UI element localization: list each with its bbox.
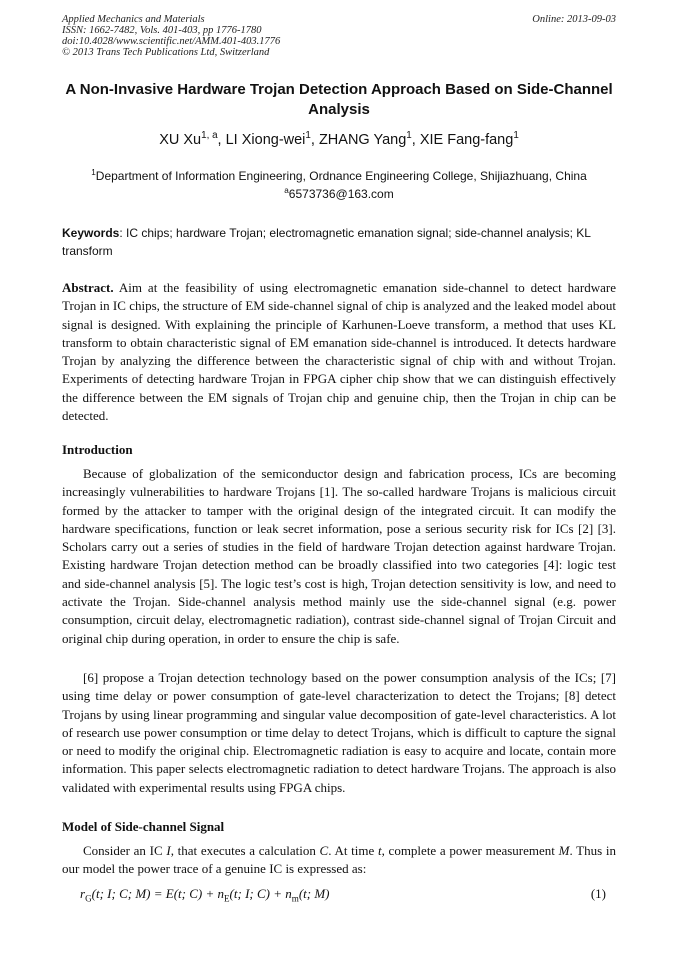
author-affil-mark: 1 — [513, 130, 519, 142]
eq-args-1: (t; I; C; M) = E(t; C) + n — [91, 886, 224, 901]
keywords-block — [62, 224, 616, 260]
model-paragraph — [62, 842, 616, 879]
author-name: XIE Fang-fang — [419, 132, 514, 148]
eq-sub-e: E — [223, 893, 230, 904]
author-list: XU Xu$^{1, a}$, LI Xiong-wei$^1$, ZHANG Yang$^1$, XIE Fang-fang$^1$ — [159, 130, 519, 148]
equation-number: (1) — [590, 886, 606, 901]
issn-line: ISSN: 1662-7482, Vols. 401-403, pp 1776-1780 — [62, 25, 262, 36]
copyright-line: © 2013 Trans Tech Publications Ltd, Switzerland — [62, 47, 270, 58]
model-var-i: I — [166, 843, 171, 858]
model-text: , that executes a calculation — [170, 843, 320, 858]
author-affil-mark: 1, a — [201, 130, 218, 142]
eq-symbol-r: r — [80, 886, 86, 901]
eq-args-2: (t; I; C) + n — [229, 886, 292, 901]
doi-line: doi:10.4028/www.scientific.net/AMM.401-403.1776 — [62, 36, 281, 47]
intro-paragraph-1: Because of globalization of the semiconductor design and fabrication process, ICs are becoming increasingly vulnerabilities to hardware Trojans [1]. The so-called hardware Trojans is malicious circuit formed by the attacker to tamper with the original design of the integrated circuit. It can modify the hardware specifications, function or leak secret information, pose a serious security risk for ICs [2] [3]. Scholars carry out a series of studies in the field of hardware Trojan detection against hardware Trojan. Existing hardware Trojan detection method can be broadly classified into two categories [4]: logic test and side-channel analysis [5]. The logic test’s cost is high, Trojan detection sensitivity is low, and need to activate the Trojan. Side-channel analysis method mainly use the side-channel signal (e.g. power consumption, circuit delay, electromagnetic radiation), contrast side-channel signal of Trojan Circuit and original chip during operation, in order to ensure the chip is safe. — [62, 466, 616, 646]
keywords-label: Keywords — [62, 226, 120, 240]
author-affil-mark: 1 — [406, 130, 412, 142]
model-text: . At time — [328, 843, 378, 858]
email-mark: a — [284, 186, 289, 195]
paper-title: A Non-Invasive Hardware Trojan Detection Approach Based on Side-Channel Analysis — [65, 81, 613, 118]
online-date: Online: 2013-09-03 — [532, 14, 616, 25]
author-name: ZHANG Yang — [318, 132, 407, 148]
abstract-block — [62, 279, 616, 425]
email-line — [62, 185, 616, 203]
model-var-t: t — [377, 843, 382, 858]
model-var-m: M — [558, 843, 570, 858]
author-affil-mark: 1 — [305, 130, 311, 142]
affiliation-text: Department of Information Engineering, Ordnance Engineering College, Shijiazhuang, China — [95, 169, 587, 183]
section-heading-model: Model of Side-channel Signal — [62, 819, 225, 834]
model-text: Consider an IC — [83, 843, 167, 858]
author-name: LI Xiong-wei — [225, 132, 306, 148]
affiliation-block — [62, 167, 616, 203]
model-text: . Thus in our model the power trace of a genuine IC is expressed as: — [62, 843, 616, 877]
author-name: XU Xu — [159, 132, 202, 148]
eq-sub-g: G — [85, 893, 92, 904]
eq-args-3: (t; M) — [298, 886, 330, 901]
email-text: 6573736@163.com — [288, 187, 394, 201]
abstract-label: Abstract. — [62, 280, 114, 295]
model-text: , complete a power measurement — [381, 843, 559, 858]
affiliation-line — [62, 167, 616, 185]
abstract-text: Aim at the feasibility of using electromagnetic emanation side-channel to detect hardware Trojan in IC chips, the structure of EM side-channel signal of chip is analyzed and the leaked model about signal is designed. With explaining the principle of Karhunen-Loeve transform, a method that uses KL transform to obtain characteristic signal of EM emanation side-channel is introduced. It detects hardware Trojan by analyzing the difference between the characteristic signal of chip with and without Trojan. Experiments of detecting hardware Trojan in FPGA cipher chip show that we can distinguish effectively the difference between the EM signals of Trojan chip and genuine chip, then the Trojan in chip can be detected. — [62, 280, 616, 424]
journal-header — [62, 14, 616, 58]
journal-name: Applied Mechanics and Materials — [62, 14, 205, 25]
equation-1 — [80, 885, 616, 903]
affiliation-mark: 1 — [91, 168, 96, 177]
intro-paragraph-2: [6] propose a Trojan detection technology based on the power consumption analysis of the ICs; [7] using time delay or power consumption of gate-level characterization to detect the Trojans; [8] detect Trojans by using linear programming and singular value decomposition of gate-level characteristics. A lot of research use power consumption or time delay to detect Trojans, which is difficult to capture the signal or need to modify the original chip. Electromagnetic radiation is easy to acquire and locate, contain more information. This paper selects electromagnetic radiation to detect hardware Trojans. The approach is also validated with experimental results using FPGA chips. — [62, 670, 616, 795]
eq-sub-m: m — [291, 893, 299, 904]
section-heading-introduction: Introduction — [62, 442, 133, 457]
keywords-text: : IC chips; hardware Trojan; electromagnetic emanation signal; side-channel analysis; KL transform — [62, 226, 591, 258]
model-var-c: C — [319, 843, 329, 858]
